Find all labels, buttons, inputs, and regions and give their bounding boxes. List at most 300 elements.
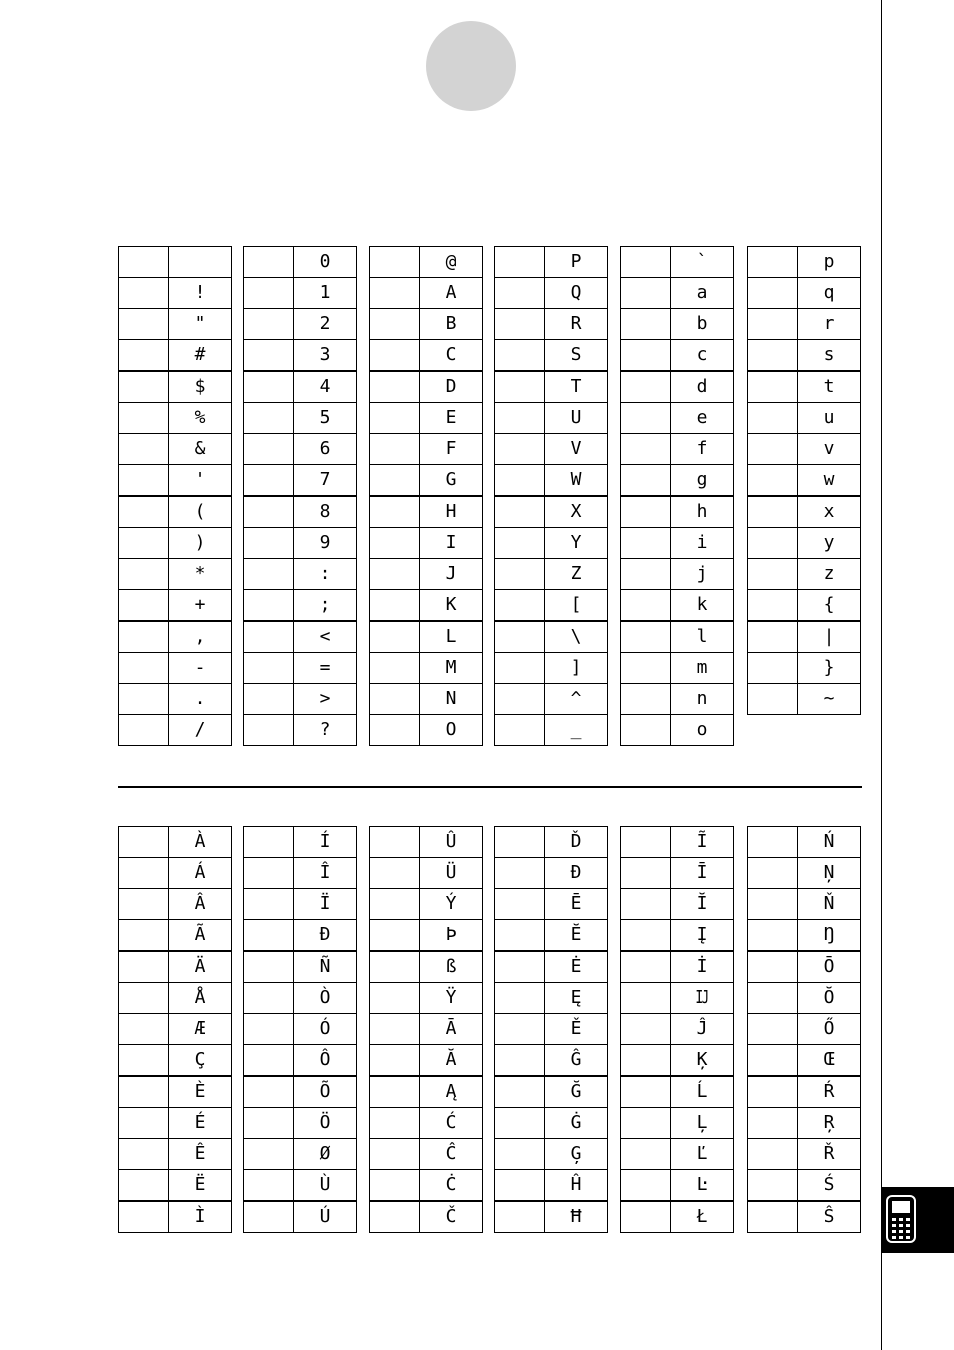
char-code-cell <box>748 278 798 309</box>
char-glyph-cell: f <box>671 434 734 465</box>
char-glyph-cell: V <box>545 434 608 465</box>
table-row <box>370 465 483 497</box>
char-glyph-cell: Œ <box>798 1045 861 1077</box>
table-row <box>748 559 861 590</box>
char-glyph-cell: À <box>169 827 232 858</box>
char-code-cell <box>621 1076 671 1108</box>
char-code-cell <box>621 983 671 1014</box>
char-code-cell <box>748 951 798 983</box>
char-glyph-cell: | <box>798 621 861 653</box>
table-row <box>119 403 232 434</box>
table-row <box>621 1076 734 1108</box>
char-glyph-cell: Ŋ <box>798 920 861 952</box>
char-glyph-cell: x <box>798 496 861 528</box>
char-code-cell <box>495 983 545 1014</box>
table-row <box>621 684 734 715</box>
char-code-cell <box>119 889 169 920</box>
table-row <box>748 1108 861 1139</box>
char-glyph-cell: Ę <box>545 983 608 1014</box>
table-row <box>370 590 483 622</box>
char-glyph-cell: Ł <box>671 1201 734 1233</box>
char-glyph-cell: ' <box>169 465 232 497</box>
table-row <box>244 653 357 684</box>
table-row <box>748 528 861 559</box>
char-code-cell <box>748 496 798 528</box>
char-code-cell <box>495 590 545 622</box>
char-glyph-cell: 7 <box>294 465 357 497</box>
char-code-cell <box>370 1014 420 1045</box>
char-glyph-cell: Ĥ <box>545 1170 608 1202</box>
char-glyph-cell: Ø <box>294 1139 357 1170</box>
char-glyph-cell: P <box>545 247 608 278</box>
char-code-cell <box>119 528 169 559</box>
char-glyph-cell: U <box>545 403 608 434</box>
char-code-cell <box>621 1201 671 1233</box>
char-glyph-cell: Ő <box>798 1014 861 1045</box>
char-glyph-cell: k <box>671 590 734 622</box>
char-glyph-cell: t <box>798 371 861 403</box>
char-code-cell <box>370 1108 420 1139</box>
table-row <box>748 621 861 653</box>
table-row <box>119 1170 232 1202</box>
char-code-cell <box>119 653 169 684</box>
table-row <box>244 858 357 889</box>
table-row <box>244 309 357 340</box>
char-glyph-cell: É <box>169 1108 232 1139</box>
char-glyph-cell: 4 <box>294 371 357 403</box>
char-glyph-cell: w <box>798 465 861 497</box>
char-code-cell <box>748 1139 798 1170</box>
char-code-cell <box>370 827 420 858</box>
table-row <box>621 1139 734 1170</box>
table-row <box>119 1201 232 1233</box>
char-code-cell <box>119 827 169 858</box>
char-code-cell <box>495 715 545 746</box>
char-glyph-cell: Ö <box>294 1108 357 1139</box>
calculator-icon <box>886 1195 916 1243</box>
char-code-cell <box>621 1139 671 1170</box>
char-code-cell <box>621 858 671 889</box>
table-row <box>621 590 734 622</box>
table-row <box>244 1139 357 1170</box>
char-glyph-cell: u <box>798 403 861 434</box>
char-code-cell <box>119 590 169 622</box>
char-code-cell <box>621 528 671 559</box>
char-code-cell <box>748 827 798 858</box>
char-glyph-cell: d <box>671 371 734 403</box>
char-glyph-cell: j <box>671 559 734 590</box>
char-glyph-cell: N <box>420 684 483 715</box>
extended-table-5 <box>620 826 734 1233</box>
char-code-cell <box>119 715 169 746</box>
char-glyph-cell: Ò <box>294 983 357 1014</box>
char-code-cell <box>370 951 420 983</box>
table-row <box>244 278 357 309</box>
char-code-cell <box>621 1045 671 1077</box>
char-glyph-cell: _ <box>545 715 608 746</box>
char-code-cell <box>495 1014 545 1045</box>
char-glyph-cell: Q <box>545 278 608 309</box>
char-code-cell <box>748 590 798 622</box>
char-code-cell <box>621 590 671 622</box>
char-code-cell <box>244 1139 294 1170</box>
table-row <box>119 278 232 309</box>
char-code-cell <box>244 827 294 858</box>
char-code-cell <box>748 1201 798 1233</box>
char-glyph-cell: Ņ <box>798 858 861 889</box>
table-row <box>748 371 861 403</box>
char-glyph-cell: ) <box>169 528 232 559</box>
table-row <box>621 1045 734 1077</box>
char-glyph-cell: I <box>420 528 483 559</box>
char-glyph-cell: 0 <box>294 247 357 278</box>
table-row <box>244 983 357 1014</box>
table-row <box>370 278 483 309</box>
table-row <box>244 1170 357 1202</box>
table-row <box>495 340 608 372</box>
char-glyph-cell: L <box>420 621 483 653</box>
table-row <box>495 1076 608 1108</box>
char-glyph-cell: Ĵ <box>671 1014 734 1045</box>
table-row <box>495 434 608 465</box>
table-row <box>495 920 608 952</box>
char-glyph-cell: D <box>420 371 483 403</box>
char-glyph-cell: ; <box>294 590 357 622</box>
table-row <box>370 1108 483 1139</box>
table-row <box>370 371 483 403</box>
char-glyph-cell: Ķ <box>671 1045 734 1077</box>
char-glyph-cell: T <box>545 371 608 403</box>
char-glyph-cell: Ň <box>798 889 861 920</box>
char-code-cell <box>748 1076 798 1108</box>
table-row <box>119 528 232 559</box>
table-row <box>370 434 483 465</box>
char-glyph-cell: Ĉ <box>420 1139 483 1170</box>
char-glyph-cell: Ć <box>420 1108 483 1139</box>
char-code-cell <box>748 403 798 434</box>
table-row <box>244 247 357 278</box>
table-row <box>370 621 483 653</box>
table-row <box>244 1076 357 1108</box>
char-code-cell <box>119 1201 169 1233</box>
char-glyph-cell: X <box>545 496 608 528</box>
table-row <box>244 920 357 952</box>
table-row <box>244 715 357 746</box>
char-code-cell <box>119 1045 169 1077</box>
char-code-cell <box>119 858 169 889</box>
table-row <box>748 1045 861 1077</box>
table-row <box>621 371 734 403</box>
char-code-cell <box>748 247 798 278</box>
table-row <box>495 889 608 920</box>
char-code-cell <box>119 434 169 465</box>
char-code-cell <box>119 496 169 528</box>
char-glyph-cell: Ï <box>294 889 357 920</box>
char-code-cell <box>244 621 294 653</box>
table-row <box>244 1108 357 1139</box>
char-code-cell <box>495 858 545 889</box>
char-glyph-cell: Ý <box>420 889 483 920</box>
char-code-cell <box>495 621 545 653</box>
char-glyph-cell: Ċ <box>420 1170 483 1202</box>
table-row <box>370 983 483 1014</box>
char-code-cell <box>119 465 169 497</box>
char-glyph-cell: i <box>671 528 734 559</box>
table-row <box>244 403 357 434</box>
table-row <box>244 684 357 715</box>
table-row <box>370 715 483 746</box>
char-code-cell <box>244 403 294 434</box>
char-code-cell <box>748 1170 798 1202</box>
table-row <box>495 983 608 1014</box>
char-glyph-cell: H <box>420 496 483 528</box>
char-code-cell <box>119 1076 169 1108</box>
char-glyph-cell: 3 <box>294 340 357 372</box>
table-row <box>495 465 608 497</box>
margin-rule <box>881 0 882 1350</box>
char-code-cell <box>244 1108 294 1139</box>
table-row <box>119 920 232 952</box>
table-row <box>244 371 357 403</box>
char-glyph-cell: v <box>798 434 861 465</box>
table-row <box>621 858 734 889</box>
table-row <box>119 371 232 403</box>
char-code-cell <box>370 340 420 372</box>
char-glyph-cell: p <box>798 247 861 278</box>
char-glyph-cell: 8 <box>294 496 357 528</box>
char-glyph-cell: Ī <box>671 858 734 889</box>
table-row <box>495 1139 608 1170</box>
char-code-cell <box>495 403 545 434</box>
char-glyph-cell: R <box>545 309 608 340</box>
char-glyph-cell: ` <box>671 247 734 278</box>
char-glyph-cell: n <box>671 684 734 715</box>
table-row <box>621 1108 734 1139</box>
char-glyph-cell: G <box>420 465 483 497</box>
table-row <box>370 684 483 715</box>
char-code-cell <box>748 858 798 889</box>
char-code-cell <box>495 827 545 858</box>
char-glyph-cell: Ĝ <box>545 1045 608 1077</box>
char-code-cell <box>244 434 294 465</box>
char-glyph-cell: : <box>294 559 357 590</box>
char-code-cell <box>119 983 169 1014</box>
char-code-cell <box>244 653 294 684</box>
char-code-cell <box>370 684 420 715</box>
char-glyph-cell: Ğ <box>545 1076 608 1108</box>
char-glyph-cell: È <box>169 1076 232 1108</box>
table-row <box>244 1201 357 1233</box>
char-code-cell <box>370 309 420 340</box>
char-glyph-cell: Ġ <box>545 1108 608 1139</box>
table-row <box>370 920 483 952</box>
table-row <box>748 434 861 465</box>
char-glyph-cell: [ <box>545 590 608 622</box>
char-code-cell <box>495 920 545 952</box>
char-glyph-cell: Á <box>169 858 232 889</box>
table-row <box>119 340 232 372</box>
char-glyph-cell: h <box>671 496 734 528</box>
char-code-cell <box>370 653 420 684</box>
table-row <box>244 889 357 920</box>
char-glyph-cell: Ŝ <box>798 1201 861 1233</box>
char-code-cell <box>119 340 169 372</box>
char-code-cell <box>495 951 545 983</box>
extended-table-3 <box>369 826 483 1233</box>
char-glyph-cell: Ĩ <box>671 827 734 858</box>
table-row <box>621 465 734 497</box>
char-glyph-cell: Y <box>545 528 608 559</box>
char-code-cell <box>748 920 798 952</box>
char-glyph-cell: W <box>545 465 608 497</box>
table-row <box>495 1014 608 1045</box>
table-row <box>495 951 608 983</box>
char-glyph-cell: Į <box>671 920 734 952</box>
table-row <box>370 528 483 559</box>
char-glyph-cell: > <box>294 684 357 715</box>
extended-table-2 <box>243 826 357 1233</box>
table-row <box>495 278 608 309</box>
char-glyph-cell: Ř <box>798 1139 861 1170</box>
char-glyph-cell: M <box>420 653 483 684</box>
char-code-cell <box>621 1014 671 1045</box>
table-row <box>370 827 483 858</box>
char-glyph-cell: o <box>671 715 734 746</box>
char-glyph-cell: e <box>671 403 734 434</box>
char-code-cell <box>370 1045 420 1077</box>
char-code-cell <box>119 1170 169 1202</box>
ascii-table-3 <box>369 246 483 746</box>
char-code-cell <box>244 1076 294 1108</box>
table-row <box>621 496 734 528</box>
char-code-cell <box>621 559 671 590</box>
char-glyph-cell: Ó <box>294 1014 357 1045</box>
char-glyph-cell: m <box>671 653 734 684</box>
table-row <box>621 1014 734 1045</box>
table-row <box>748 403 861 434</box>
char-code-cell <box>370 496 420 528</box>
char-code-cell <box>370 1139 420 1170</box>
char-code-cell <box>370 1076 420 1108</box>
char-code-cell <box>244 1170 294 1202</box>
char-glyph-cell: Ń <box>798 827 861 858</box>
table-row <box>495 1170 608 1202</box>
table-row <box>370 951 483 983</box>
char-code-cell <box>370 528 420 559</box>
char-glyph-cell: * <box>169 559 232 590</box>
char-code-cell <box>119 1014 169 1045</box>
char-code-cell <box>370 920 420 952</box>
char-glyph-cell: 1 <box>294 278 357 309</box>
table-row <box>119 247 232 278</box>
table-row <box>621 528 734 559</box>
char-code-cell <box>370 621 420 653</box>
char-glyph-cell: Ŕ <box>798 1076 861 1108</box>
char-glyph-cell: . <box>169 684 232 715</box>
char-code-cell <box>748 983 798 1014</box>
char-glyph-cell: s <box>798 340 861 372</box>
char-code-cell <box>621 465 671 497</box>
char-glyph-cell: " <box>169 309 232 340</box>
table-row <box>495 621 608 653</box>
table-row <box>748 309 861 340</box>
char-glyph-cell: 6 <box>294 434 357 465</box>
char-glyph-cell: l <box>671 621 734 653</box>
section-divider <box>118 786 862 788</box>
char-code-cell <box>748 371 798 403</box>
table-row <box>748 465 861 497</box>
char-code-cell <box>621 653 671 684</box>
table-row <box>244 951 357 983</box>
ascii-table-6 <box>747 246 861 715</box>
table-row <box>495 1045 608 1077</box>
table-row <box>621 340 734 372</box>
page-number-circle <box>426 21 516 111</box>
char-code-cell <box>370 715 420 746</box>
table-row <box>119 827 232 858</box>
char-glyph-cell: % <box>169 403 232 434</box>
char-glyph-cell: O <box>420 715 483 746</box>
char-code-cell <box>748 653 798 684</box>
char-glyph-cell: } <box>798 653 861 684</box>
table-row <box>748 590 861 622</box>
char-glyph-cell: Ą <box>420 1076 483 1108</box>
char-glyph-cell: Ō <box>798 951 861 983</box>
char-code-cell <box>370 1201 420 1233</box>
char-glyph-cell: = <box>294 653 357 684</box>
table-row <box>495 827 608 858</box>
table-row <box>748 1139 861 1170</box>
table-row <box>495 590 608 622</box>
table-row <box>748 684 861 715</box>
char-code-cell <box>244 858 294 889</box>
char-glyph-cell: Ľ <box>671 1139 734 1170</box>
char-code-cell <box>370 858 420 889</box>
char-glyph-cell: Ë <box>169 1170 232 1202</box>
table-row <box>495 528 608 559</box>
char-glyph-cell: Â <box>169 889 232 920</box>
char-glyph-cell: , <box>169 621 232 653</box>
table-row <box>621 1170 734 1202</box>
table-row <box>495 371 608 403</box>
table-row <box>370 1014 483 1045</box>
table-row <box>495 403 608 434</box>
char-glyph-cell: # <box>169 340 232 372</box>
table-row <box>119 590 232 622</box>
extended-table-1 <box>118 826 232 1233</box>
char-code-cell <box>495 434 545 465</box>
table-row <box>748 920 861 952</box>
char-glyph-cell: Ä <box>169 951 232 983</box>
char-glyph-cell: Ð <box>294 920 357 952</box>
table-row <box>748 1170 861 1202</box>
char-code-cell <box>748 340 798 372</box>
char-glyph-cell: F <box>420 434 483 465</box>
char-glyph-cell: ^ <box>545 684 608 715</box>
char-code-cell <box>119 951 169 983</box>
char-code-cell <box>370 889 420 920</box>
table-row <box>370 309 483 340</box>
char-glyph-cell: { <box>798 590 861 622</box>
char-code-cell <box>621 403 671 434</box>
ascii-table-4 <box>494 246 608 746</box>
char-glyph-cell: 5 <box>294 403 357 434</box>
table-row <box>495 858 608 889</box>
table-row <box>495 496 608 528</box>
char-code-cell <box>119 559 169 590</box>
table-row <box>495 559 608 590</box>
char-glyph-cell: Ñ <box>294 951 357 983</box>
